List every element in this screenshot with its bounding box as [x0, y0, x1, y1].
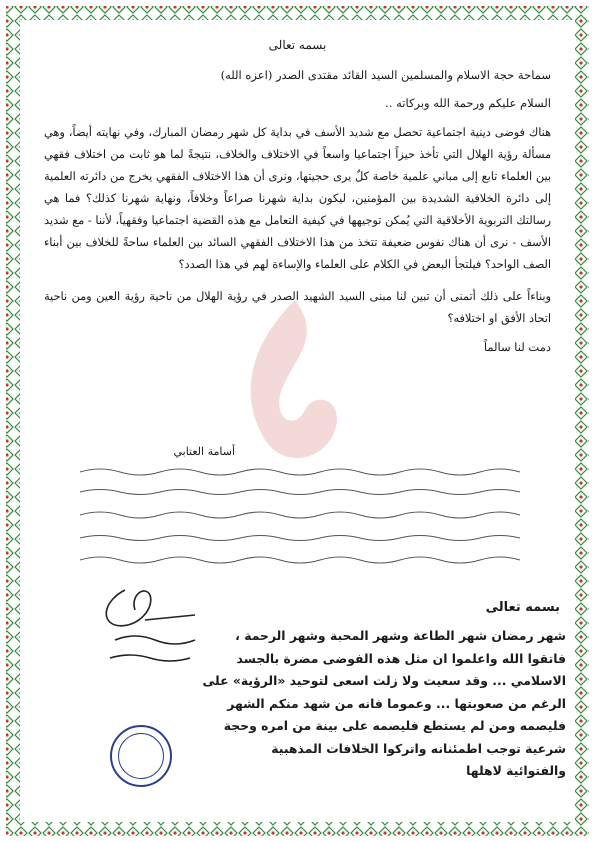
letter-basmala: بسمه تعالى — [268, 38, 327, 52]
reply-line: فاتقوا الله واعلموا ان مثل هذه الفوضى مضرة بالجسد — [236, 650, 566, 666]
stamp-inner-ring — [118, 733, 164, 779]
reply-line: فليصمه ومن لم يستطع فليصمه على بينة من امره وحجة — [223, 718, 566, 733]
reply-line: شرعية توجب اطمئنانه واتركوا الخلافات المذهبية — [271, 740, 566, 756]
letter-address: سماحة حجة الاسلام والمسلمين السيد القائد مقتدى الصدر (اعزه الله) — [220, 68, 551, 82]
letter-signer: أسامة العتابي — [173, 445, 235, 458]
official-stamp — [110, 725, 172, 787]
letter-body — [44, 38, 551, 354]
handwritten-signature — [95, 580, 205, 670]
letter-closing: دمت لنا سالماً — [483, 340, 551, 354]
reply-line: والفتوائية لاهلها — [466, 763, 566, 778]
reply-line: شهر رمضان شهر الطاعة وشهر المحبة وشهر الرحمة ، — [235, 628, 566, 643]
reply-line: الاسلامي ... وقد سعيت ولا زلت اسعى لتوحيد «الرؤية» على — [202, 673, 566, 688]
handwritten-reply-scribble — [70, 460, 540, 580]
typed-reply — [196, 600, 566, 783]
reply-basmala: بسمه تعالى — [485, 600, 560, 615]
letter-paragraph-1: هناك فوضى دينية اجتماعية تحصل مع شديد الأسف في بداية كل شهر رمضان المبارك، وفي نهايته أيضاً، وهي مسألة رؤية الهلال التي تأخذ حيزاً اجتماعيا واسعاً في الاختلاف والخلاف، نتيجةً لما هو ثابت من اختلاف فقهي بين العلماء تابع إلى مباني علمية خاصة كلٌ يرى حجيتها، ونرى أن هذا الاختلاف الفقهي يخرج من دائرته العلمية إلى دائرة الخلافية الشديدة بين المؤمنين، ليكون بداية شهرنا صراعاً وخلافاً، ونهاية شهرنا كذلك؟ فما هي رسالتك التربوية الأخلاقية التي يُمكن توجيهها في كيفية التعامل مع هذه القضية اجتماعيا وفقهياً، لأننا - مع شديد الأسف - نرى أن هناك نفوس ضعيفة تتخذ من هذا الاختلاف الفقهي السائد بين العلماء ساحةً للخلاف بين أبناء الصف الواحد؟ فيلتجأ البعض في الكلام على العلماء والإساءة لهم في هذا الصدد؟ — [44, 126, 551, 271]
letter-paragraph-2: وبناءاً على ذلك أتمنى أن تبين لنا مبنى السيد الشهيد الصدر في رؤية الهلال من ناحية رؤية العين ومن ناحية اتحاد الأفق او اختلافه؟ — [44, 290, 551, 325]
reply-line: الرغم من صعوبتها ... وعموما فانه من شهد منكم الشهر — [227, 695, 566, 711]
letter-greeting: السلام عليكم ورحمة الله وبركاته .. — [385, 96, 551, 110]
